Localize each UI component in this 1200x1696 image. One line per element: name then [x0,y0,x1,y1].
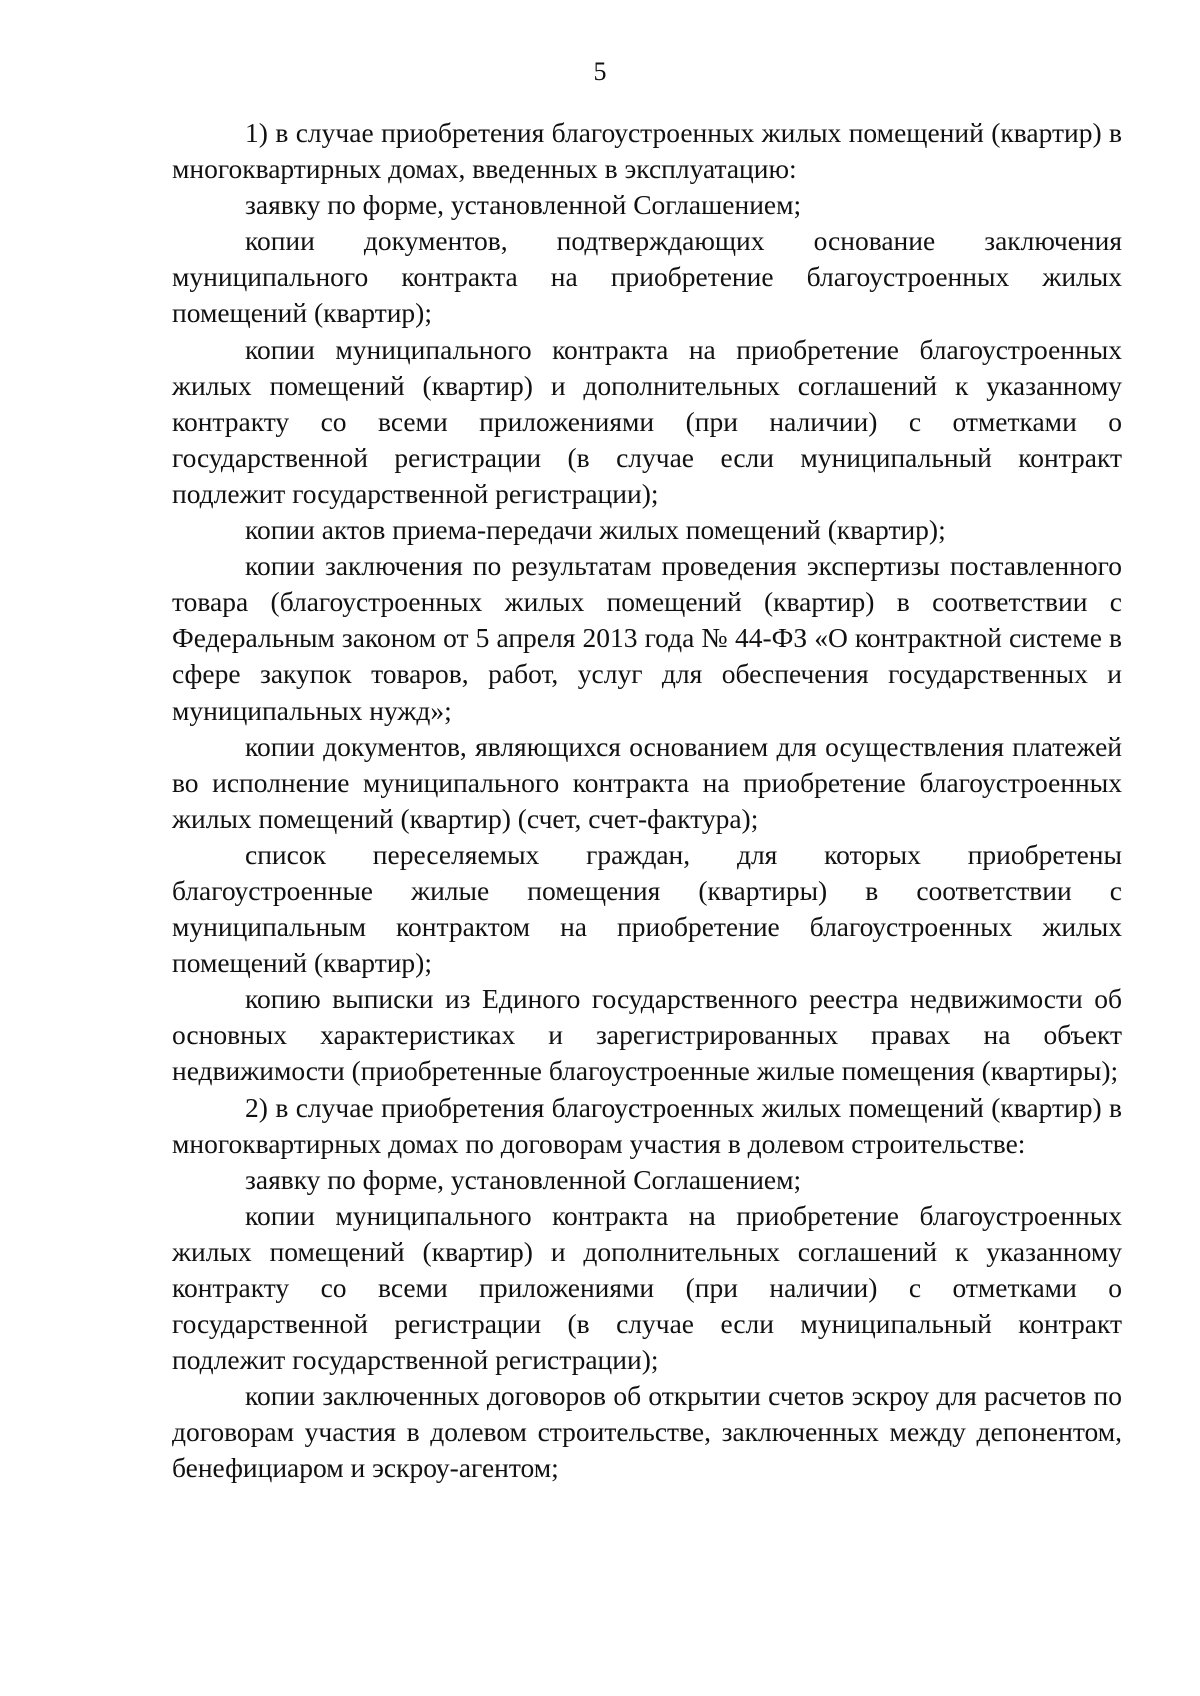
paragraph-municipal-contract-copies: копии муниципального контракта на приобретение благоустроенных жилых помещений (квартир) и дополнительных соглашений к указанному контракту со всеми приложениями (при наличии) с отметками о государственной регистрации (в случае если муниципальный контракт подлежит государственной регистрации); [172,333,1122,509]
paragraph-real-estate-register-extract: копию выписки из Единого государственного реестра недвижимости об основных характеристиках и зарегистрированных правах на объект недвижимости (приобретенные благоустроенные жилые помещения (квартиры); [172,983,1122,1087]
paragraph-payment-documents: копии документов, являющихся основанием для осуществления платежей во исполнение муниципального контракта на приобретение благоустроенных жилых помещений (квартир) (счет, счет-фактура); [172,730,1122,834]
paragraph-escrow-agreements: копии заключенных договоров об открытии счетов эскроу для расчетов по договорам участия в долевом строительстве, заключенных между депонентом, бенефициаром и эскроу-агентом; [172,1380,1122,1484]
paragraph-item-1-apartment-buildings-in-operation: 1) в случае приобретения благоустроенных жилых помещений (квартир) в многоквартирных домах, введенных в эксплуатацию: [172,117,1122,185]
paragraph-application-form-2: заявку по форме, установленной Соглашением; [245,1163,802,1195]
document-body [172,115,1122,1487]
paragraph-contract-basis-documents: копии документов, подтверждающих основание заключения муниципального контракта на приобретение благоустроенных жилых помещений (квартир); [172,225,1122,329]
paragraph-resettled-citizens-list: список переселяемых граждан, для которых приобретены благоустроенные жилые помещения (квартиры) в соответствии с муниципальным контрактом на приобретение благоустроенных жилых помещений (квартир); [172,838,1122,979]
paragraph-municipal-contract-copies-2: копии муниципального контракта на приобретение благоустроенных жилых помещений (квартир) и дополнительных соглашений к указанному контракту со всеми приложениями (при наличии) с отметками о государственной регистрации (в случае если муниципальный контракт подлежит государственной регистрации); [172,1199,1122,1376]
page-number: 5 [593,57,607,86]
paragraph-application-form: заявку по форме, установленной Соглашением; [245,189,802,221]
paragraph-expertise-conclusion: копии заключения по результатам проведения экспертизы поставленного товара (благоустроенных жилых помещений (квартир) в соответствии с Федеральным законом от 5 апреля 2013 года № 44-ФЗ «О контрактной системе в сфере закупок товаров, работ, услуг для обеспечения государственных и муниципальных нужд»; [172,550,1122,726]
paragraph-item-2-shared-construction: 2) в случае приобретения благоустроенных жилых помещений (квартир) в многоквартирных домах по договорам участия в долевом строительстве: [172,1091,1122,1159]
paragraph-acceptance-acts: копии актов приема-передачи жилых помещений (квартир); [245,514,946,546]
